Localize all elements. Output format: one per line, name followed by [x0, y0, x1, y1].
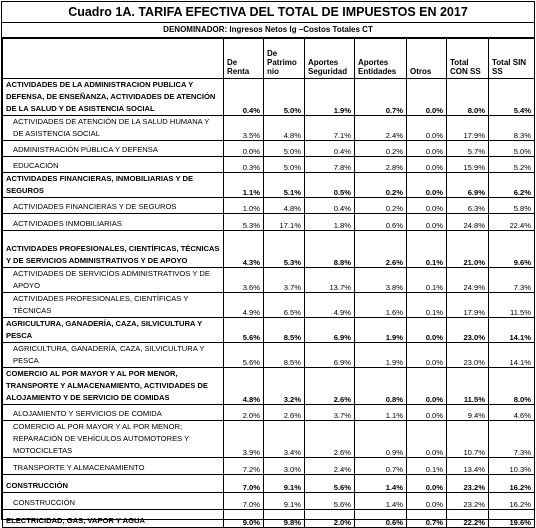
header-empty-cell — [3, 39, 224, 79]
value-cell: 22.2% — [447, 510, 489, 528]
value-cell: 9.1% — [264, 475, 305, 493]
value-cell: 3.7% — [305, 405, 355, 421]
column-header: Aportes Entidades — [355, 39, 407, 79]
value-cell: 6.2% — [489, 173, 535, 198]
row-label: ACTIVIDADES DE SERVICIOS ADMINISTRATIVOS Y DE APOYO — [3, 268, 224, 293]
value-cell: 24.8% — [447, 214, 489, 231]
value-cell: 0.7% — [355, 79, 407, 116]
value-cell: 2.0% — [305, 510, 355, 528]
value-cell: 3.7% — [264, 268, 305, 293]
table-row — [3, 268, 535, 293]
value-cell: 0.7% — [407, 510, 447, 528]
value-cell: 2.0% — [224, 405, 264, 421]
value-cell: 0.4% — [305, 141, 355, 157]
value-cell: 2.8% — [355, 157, 407, 173]
section-row — [3, 79, 535, 116]
value-cell: 4.3% — [224, 231, 264, 268]
value-cell: 0.1% — [407, 293, 447, 318]
value-cell: 0.1% — [407, 231, 447, 268]
table-body — [3, 79, 535, 528]
value-cell: 0.6% — [355, 214, 407, 231]
value-cell: 8.8% — [305, 231, 355, 268]
value-cell: 5.6% — [305, 475, 355, 493]
column-header: De Renta — [224, 39, 264, 79]
row-label: CONSTRUCCIÓN — [3, 493, 224, 510]
value-cell: 5.1% — [264, 173, 305, 198]
value-cell: 0.0% — [407, 198, 447, 214]
table-row — [3, 293, 535, 318]
column-header: Total CON SS — [447, 39, 489, 79]
value-cell: 0.0% — [407, 79, 447, 116]
value-cell: 5.3% — [264, 231, 305, 268]
value-cell: 0.5% — [305, 173, 355, 198]
value-cell: 6.5% — [264, 293, 305, 318]
value-cell: 13.7% — [305, 268, 355, 293]
row-label: EDUCACIÓN — [3, 157, 224, 173]
value-cell: 5.0% — [264, 157, 305, 173]
value-cell: 0.7% — [355, 458, 407, 475]
row-label: ACTIVIDADES DE ATENCIÓN DE LA SALUD HUMANA Y DE ASISTENCIA SOCIAL — [3, 116, 224, 141]
value-cell: 4.9% — [224, 293, 264, 318]
row-label: ELECTRICIDAD, GAS, VAPOR Y AGUA — [3, 510, 224, 528]
value-cell: 8.5% — [264, 343, 305, 368]
column-header: Aportes Seguridad — [305, 39, 355, 79]
value-cell: 0.0% — [407, 475, 447, 493]
tax-rate-table — [2, 38, 535, 528]
value-cell: 6.3% — [447, 198, 489, 214]
value-cell: 0.4% — [224, 79, 264, 116]
value-cell: 5.0% — [264, 79, 305, 116]
value-cell: 0.1% — [407, 268, 447, 293]
value-cell: 0.0% — [407, 141, 447, 157]
value-cell: 4.8% — [264, 198, 305, 214]
table-row — [3, 421, 535, 458]
table-row — [3, 198, 535, 214]
value-cell: 1.1% — [224, 173, 264, 198]
value-cell: 3.8% — [355, 268, 407, 293]
value-cell: 0.6% — [355, 510, 407, 528]
value-cell: 24.9% — [447, 268, 489, 293]
value-cell: 22.4% — [489, 214, 535, 231]
value-cell: 4.8% — [264, 116, 305, 141]
value-cell: 3.9% — [224, 421, 264, 458]
value-cell: 9.0% — [224, 510, 264, 528]
value-cell: 23.2% — [447, 493, 489, 510]
value-cell: 0.4% — [305, 198, 355, 214]
value-cell: 1.8% — [305, 214, 355, 231]
value-cell: 0.0% — [407, 493, 447, 510]
row-label: COMERCIO AL POR MAYOR Y AL POR MENOR, TRANSPORTE Y ALMACENAMIENTO, ACTIVIDADES DE ALOJAMIENTO Y DE SERVICIO DE COMIDAS — [3, 368, 224, 405]
table-title: Cuadro 1A. TARIFA EFECTIVA DEL TOTAL DE IMPUESTOS EN 2017 — [2, 2, 534, 23]
value-cell: 5.2% — [489, 157, 535, 173]
section-row — [3, 368, 535, 405]
value-cell: 3.6% — [224, 268, 264, 293]
table-row — [3, 141, 535, 157]
table-row — [3, 343, 535, 368]
table-row — [3, 458, 535, 475]
value-cell: 0.1% — [407, 458, 447, 475]
value-cell: 4.9% — [305, 293, 355, 318]
value-cell: 21.0% — [447, 231, 489, 268]
value-cell: 0.0% — [407, 157, 447, 173]
header-row — [3, 39, 535, 79]
value-cell: 2.6% — [305, 421, 355, 458]
value-cell: 3.0% — [264, 458, 305, 475]
value-cell: 2.6% — [355, 231, 407, 268]
value-cell: 10.3% — [489, 458, 535, 475]
row-label: ALOJAMIENTO Y SERVICIOS DE COMIDA — [3, 405, 224, 421]
value-cell: 4.8% — [224, 368, 264, 405]
row-label: ADMINISTRACIÓN PÚBLICA Y DEFENSA — [3, 141, 224, 157]
value-cell: 9.4% — [447, 405, 489, 421]
value-cell: 0.9% — [355, 421, 407, 458]
value-cell: 16.2% — [489, 493, 535, 510]
column-header: Otros — [407, 39, 447, 79]
value-cell: 7.2% — [224, 458, 264, 475]
value-cell: 3.2% — [264, 368, 305, 405]
value-cell: 8.0% — [489, 368, 535, 405]
value-cell: 7.3% — [489, 268, 535, 293]
value-cell: 1.6% — [355, 293, 407, 318]
row-label: CONSTRUCCIÓN — [3, 475, 224, 493]
value-cell: 14.1% — [489, 318, 535, 343]
tax-rate-table-document — [1, 1, 535, 527]
value-cell: 5.6% — [224, 343, 264, 368]
value-cell: 8.3% — [489, 116, 535, 141]
value-cell: 16.2% — [489, 475, 535, 493]
table-row — [3, 493, 535, 510]
value-cell: 1.9% — [305, 79, 355, 116]
value-cell: 0.0% — [407, 405, 447, 421]
table-row — [3, 157, 535, 173]
value-cell: 6.9% — [305, 318, 355, 343]
value-cell: 0.0% — [407, 368, 447, 405]
value-cell: 11.5% — [489, 293, 535, 318]
value-cell: 7.0% — [224, 475, 264, 493]
value-cell: 0.0% — [407, 116, 447, 141]
value-cell: 5.6% — [224, 318, 264, 343]
value-cell: 9.6% — [489, 231, 535, 268]
section-row — [3, 173, 535, 198]
value-cell: 17.9% — [447, 116, 489, 141]
value-cell: 5.7% — [447, 141, 489, 157]
row-label: AGRICULTURA, GANADERÍA, CAZA, SILVICULTURA Y PESCA — [3, 343, 224, 368]
table-row — [3, 214, 535, 231]
value-cell: 1.0% — [224, 198, 264, 214]
value-cell: 23.0% — [447, 343, 489, 368]
value-cell: 10.7% — [447, 421, 489, 458]
value-cell: 0.2% — [355, 141, 407, 157]
value-cell: 6.9% — [447, 173, 489, 198]
value-cell: 1.4% — [355, 493, 407, 510]
denominator-note: DENOMINADOR: Ingresos Netos Ig –Costos Totales CT — [2, 23, 534, 38]
row-label: ACTIVIDADES PROFESIONALES, CIENTÍFICAS, TÉCNICAS Y DE SERVICIOS ADMINISTRATIVOS Y DE APOYO — [3, 231, 224, 268]
value-cell: 5.0% — [489, 141, 535, 157]
value-cell: 11.5% — [447, 368, 489, 405]
column-header: Total SIN SS — [489, 39, 535, 79]
value-cell: 5.6% — [305, 493, 355, 510]
value-cell: 2.6% — [305, 368, 355, 405]
value-cell: 5.8% — [489, 198, 535, 214]
value-cell: 1.4% — [355, 475, 407, 493]
value-cell: 7.1% — [305, 116, 355, 141]
value-cell: 7.3% — [489, 421, 535, 458]
value-cell: 6.9% — [305, 343, 355, 368]
row-label: ACTIVIDADES FINANCIERAS, INMOBILIARIAS Y DE SEGUROS — [3, 173, 224, 198]
value-cell: 17.9% — [447, 293, 489, 318]
value-cell: 0.0% — [407, 214, 447, 231]
value-cell: 8.0% — [447, 79, 489, 116]
value-cell: 9.1% — [264, 493, 305, 510]
value-cell: 0.0% — [407, 343, 447, 368]
value-cell: 0.0% — [407, 173, 447, 198]
table-row — [3, 116, 535, 141]
section-row — [3, 318, 535, 343]
value-cell: 1.9% — [355, 318, 407, 343]
section-row — [3, 475, 535, 493]
value-cell: 8.5% — [264, 318, 305, 343]
column-header: De Patrimo nio — [264, 39, 305, 79]
value-cell: 15.9% — [447, 157, 489, 173]
row-label: COMERCIO AL POR MAYOR Y AL POR MENOR; REPARACIÓN DE VEHÍCULOS AUTOMOTORES Y MOTOCICLETAS — [3, 421, 224, 458]
section-row — [3, 231, 535, 268]
value-cell: 7.0% — [224, 493, 264, 510]
value-cell: 17.1% — [264, 214, 305, 231]
value-cell: 23.2% — [447, 475, 489, 493]
row-label: ACTIVIDADES DE LA ADMINISTRACION PUBLICA Y DEFENSA, DE ENSEÑANZA, ACTIVIDADES DE ATENCIÓN DE LA SALUD Y DE ASISTENCIA SOCIAL — [3, 79, 224, 116]
row-label: AGRICULTURA, GANADERÍA, CAZA, SILVICULTURA Y PESCA — [3, 318, 224, 343]
value-cell: 0.2% — [355, 173, 407, 198]
value-cell: 1.1% — [355, 405, 407, 421]
value-cell: 3.5% — [224, 116, 264, 141]
value-cell: 5.3% — [224, 214, 264, 231]
value-cell: 0.2% — [355, 198, 407, 214]
value-cell: 5.0% — [264, 141, 305, 157]
value-cell: 4.6% — [489, 405, 535, 421]
value-cell: 9.8% — [264, 510, 305, 528]
value-cell: 0.3% — [224, 157, 264, 173]
row-label: ACTIVIDADES INMOBILIARIAS — [3, 214, 224, 231]
value-cell: 19.6% — [489, 510, 535, 528]
row-label: ACTIVIDADES PROFESIONALES, CIENTÍFICAS Y TÉCNICAS — [3, 293, 224, 318]
value-cell: 0.0% — [407, 421, 447, 458]
row-label: TRANSPORTE Y ALMACENAMIENTO — [3, 458, 224, 475]
value-cell: 0.8% — [355, 368, 407, 405]
value-cell: 2.4% — [305, 458, 355, 475]
table-row — [3, 405, 535, 421]
value-cell: 14.1% — [489, 343, 535, 368]
value-cell: 13.4% — [447, 458, 489, 475]
value-cell: 1.9% — [355, 343, 407, 368]
value-cell: 23.0% — [447, 318, 489, 343]
value-cell: 0.0% — [407, 318, 447, 343]
value-cell: 5.4% — [489, 79, 535, 116]
value-cell: 3.4% — [264, 421, 305, 458]
row-label: ACTIVIDADES FINANCIERAS Y DE SEGUROS — [3, 198, 224, 214]
value-cell: 2.6% — [264, 405, 305, 421]
value-cell: 0.0% — [224, 141, 264, 157]
value-cell: 7.8% — [305, 157, 355, 173]
section-row — [3, 510, 535, 528]
value-cell: 2.4% — [355, 116, 407, 141]
